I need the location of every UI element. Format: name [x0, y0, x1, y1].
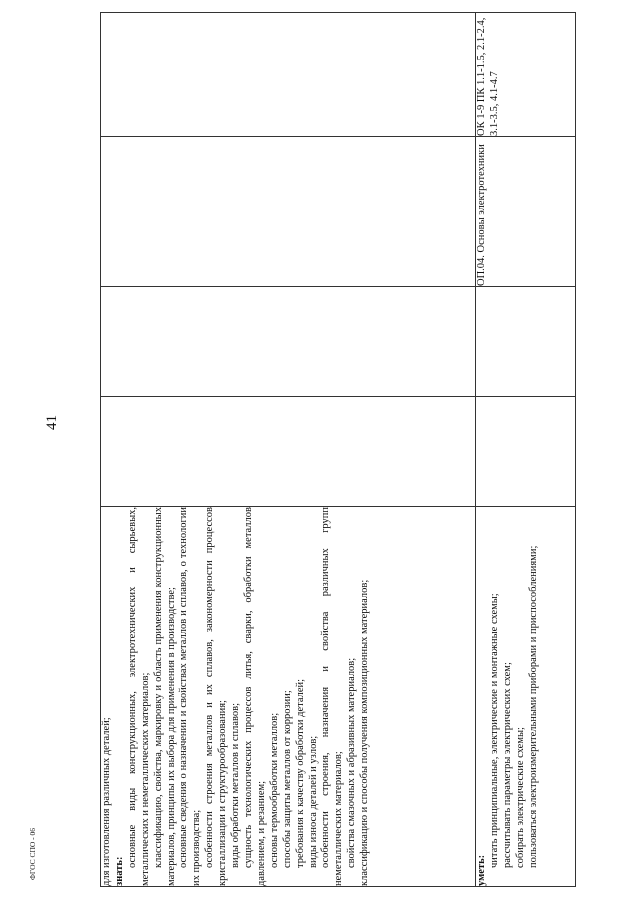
rotated-table-wrapper: [100, 13, 575, 887]
text-line: основы термообработки металлов;: [268, 712, 280, 868]
text-line: особенности строения металлов и их сплавов, закономерности процессов кристаллизации и структурообразования;: [204, 507, 229, 886]
empty-cell: [101, 13, 476, 137]
text-line: особенности строения, назначения и свойства различных групп неметаллических материалов;: [320, 507, 345, 886]
text-line: классификацию и способы получения композиционных материалов;: [359, 579, 371, 886]
text-line: рассчитывать параметры электрических схем;: [501, 662, 513, 868]
text-line: основные сведения о назначении и свойствах металлов и сплавов, о технологии их производства;: [178, 507, 203, 886]
text-line: свойства смазочных и абразивных материалов;: [346, 657, 358, 868]
table-row: [101, 13, 476, 887]
text-line: основные виды конструкционных, электротехнических и сырьевых, металлических и неметаллических материалов;: [126, 507, 151, 886]
footer-code: ФГОС СПО - 06: [28, 827, 37, 880]
competency-table: [100, 12, 576, 887]
content-cell: [101, 507, 476, 887]
text-line: требования к качеству обработки деталей;: [294, 678, 306, 868]
page-number: 41: [44, 415, 60, 430]
empty-cell: [101, 287, 476, 397]
discipline-cell: ОП.04. Основы электротехники: [476, 137, 576, 287]
empty-cell: [101, 137, 476, 287]
text-line: пользоваться электроизмерительными приборами и приспособлениями;: [527, 545, 539, 868]
text-line: виды обработки металлов и сплавов;: [230, 702, 242, 868]
table-row: [476, 13, 576, 887]
text-line: сущность технологических процессов литья, сварки, обработки металлов давлением, и резанием;: [242, 507, 267, 886]
text-line: для изготовления различных деталей;: [101, 717, 112, 886]
content-cell: [476, 507, 576, 887]
empty-cell: [101, 397, 476, 507]
section-heading-can: уметь:: [476, 854, 487, 886]
section-heading-know: знать:: [113, 856, 125, 886]
text-line: способы защиты металлов от коррозии;: [281, 690, 293, 868]
empty-cell: [476, 287, 576, 397]
text-line: классификацию, свойства, маркировку и область применения конструкционных материалов, принципы их выбора для применения в производстве;: [152, 507, 177, 886]
text-line: виды износа деталей и узлов;: [307, 735, 319, 868]
text-line: читать принципиальные, электрические и монтажные схемы;: [488, 593, 500, 868]
empty-cell: [476, 397, 576, 507]
competencies-cell: ОК 1-9 ПК 1.1-1.5, 2.1-2.4, 3.1-3.5, 4.1-4.7: [476, 13, 576, 137]
text-line: собирать электрические схемы;: [514, 727, 526, 868]
